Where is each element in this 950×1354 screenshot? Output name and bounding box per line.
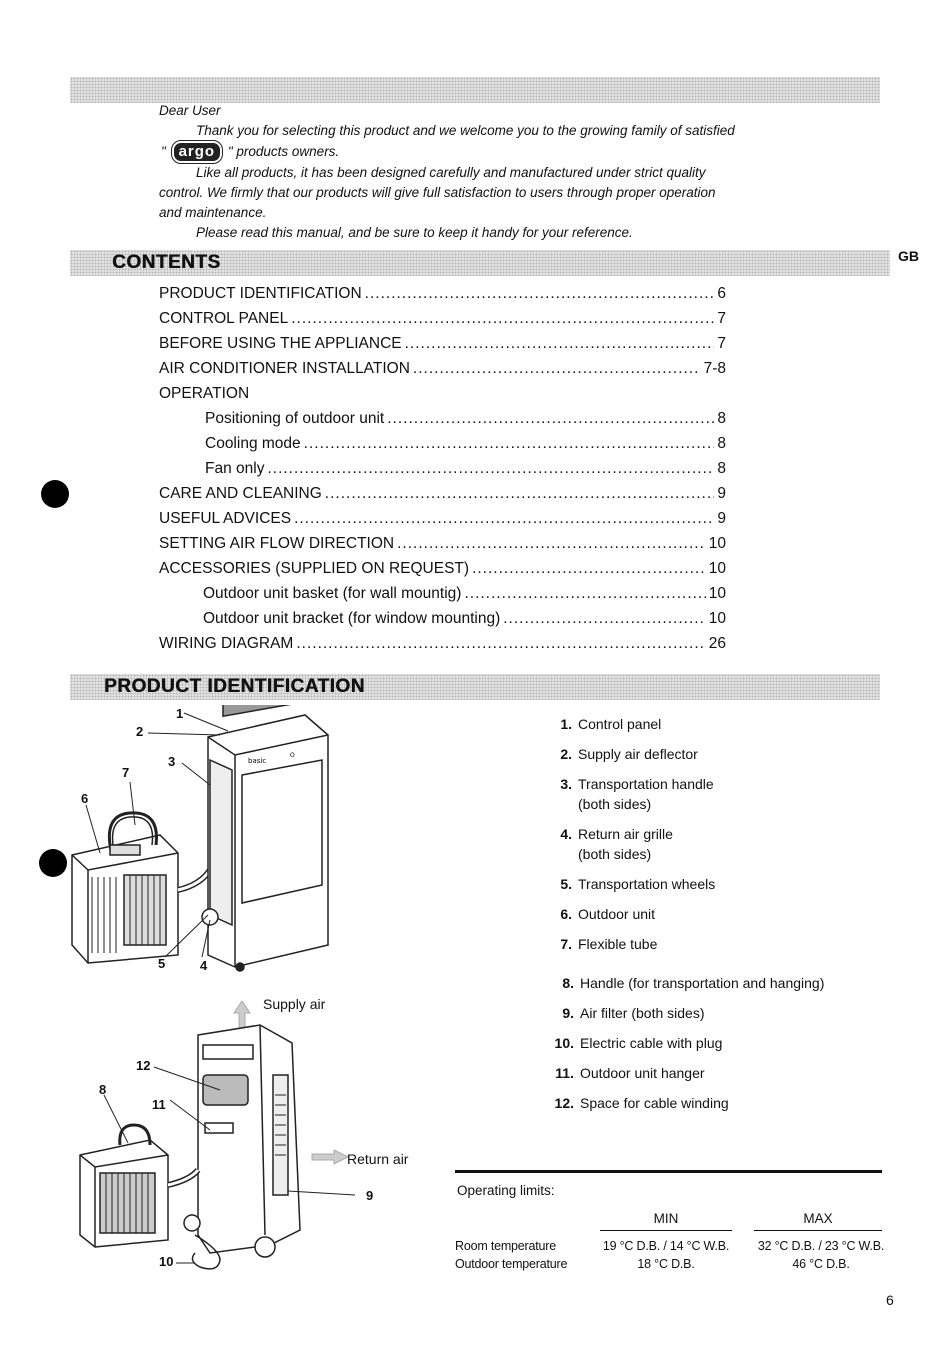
panel-text-basic: basic	[248, 757, 267, 765]
toc-label: Fan only	[205, 460, 265, 477]
callout-9: 9	[366, 1188, 374, 1203]
toc-leader-dots	[294, 506, 714, 531]
toc-leader-dots	[464, 581, 705, 606]
toc-leader-dots	[413, 356, 701, 381]
legend-item	[540, 1003, 824, 1023]
toc-leader-dots	[472, 556, 706, 581]
toc-label: SETTING AIR FLOW DIRECTION	[159, 535, 395, 552]
toc-page-number: 6	[717, 285, 726, 302]
toc-entry	[159, 331, 726, 356]
toc-label: Outdoor unit bracket (for window mounting)	[203, 610, 501, 627]
return-air-arrow	[312, 1150, 348, 1164]
callout-6: 6	[81, 791, 89, 806]
legend-item	[550, 774, 715, 814]
toc-label: Cooling mode	[205, 435, 301, 452]
brand-prefix: "	[161, 144, 166, 159]
toc-label: PRODUCT IDENTIFICATION	[159, 285, 362, 302]
legend-item	[540, 1033, 824, 1053]
legend-number: 4.	[560, 826, 572, 842]
legend-number: 12.	[554, 1095, 574, 1111]
callout-4: 4	[200, 958, 208, 973]
brand-line	[159, 141, 739, 163]
callout-1: 1	[176, 706, 184, 721]
toc-entry	[159, 531, 726, 556]
callout-12: 12	[136, 1058, 151, 1073]
punch-hole-top	[41, 480, 69, 508]
toc-label: Positioning of outdoor unit	[205, 410, 385, 427]
legend-parts-8-12	[540, 973, 824, 1123]
toc-entry	[159, 381, 726, 406]
side-tab-gb: GB	[898, 248, 919, 264]
thanks-line: Thank you for selecting this product and we welcome you to the growing family of satisfied	[196, 123, 735, 138]
legend-item	[540, 973, 824, 993]
toc-label: BEFORE USING THE APPLIANCE	[159, 335, 402, 352]
limits-rule	[455, 1170, 882, 1173]
legend-text: Supply air deflector	[578, 746, 698, 762]
callout-2: 2	[136, 724, 144, 739]
min-header: MIN	[600, 1211, 732, 1231]
contents-list	[159, 281, 726, 656]
callout-3: 3	[168, 754, 176, 769]
legend-number: 7.	[560, 936, 572, 952]
toc-page-number: 10	[708, 610, 726, 627]
toc-entry	[159, 406, 726, 431]
toc-leader-dots	[387, 406, 714, 431]
toc-label: CARE AND CLEANING	[159, 485, 322, 502]
toc-entry	[159, 456, 726, 481]
outdoor-unit-drawing	[72, 813, 178, 963]
toc-label: USEFUL ADVICES	[159, 510, 292, 527]
legend-text: Return air grille (both sides)	[578, 826, 673, 862]
toc-leader-dots	[296, 631, 705, 656]
min-column	[600, 1211, 732, 1231]
toc-page-number: 7	[717, 310, 726, 327]
max-header: MAX	[754, 1211, 882, 1231]
toc-entry	[159, 306, 726, 331]
legend-text: Space for cable winding	[580, 1095, 729, 1111]
legend-number: 6.	[560, 906, 572, 922]
callout-8: 8	[99, 1082, 107, 1097]
toc-leader-dots	[267, 456, 714, 481]
toc-label: AIR CONDITIONER INSTALLATION	[159, 360, 410, 377]
row-min: 18 °C D.B.	[637, 1257, 695, 1271]
legend-item	[550, 904, 715, 924]
return-air-label: Return air	[347, 1151, 409, 1167]
product-id-title: PRODUCT IDENTIFICATION	[104, 676, 365, 697]
toc-label: ACCESSORIES (SUPPLIED ON REQUEST)	[159, 560, 470, 577]
toc-page-number: 10	[708, 535, 726, 552]
toc-entry	[159, 606, 726, 631]
row-max: 46 °C D.B.	[792, 1257, 850, 1271]
max-column	[754, 1211, 882, 1231]
callout-10: 10	[159, 1254, 174, 1269]
toc-leader-dots	[325, 481, 715, 506]
intro-para2	[159, 163, 739, 223]
toc-page-number: 8	[717, 460, 726, 477]
greeting: Dear User	[159, 103, 221, 118]
row-max: 32 °C D.B. / 23 °C W.B.	[757, 1239, 885, 1253]
limits-heading: Operating limits:	[457, 1183, 555, 1198]
toc-label: CONTROL PANEL	[159, 310, 289, 327]
legend-item	[540, 1063, 824, 1083]
toc-leader-dots	[291, 306, 714, 331]
front-view-illustration	[60, 705, 360, 975]
toc-entry	[159, 481, 726, 506]
row-min: 19 °C D.B. / 14 °C W.B.	[602, 1239, 730, 1253]
toc-label: OPERATION	[159, 385, 250, 402]
page-number: 6	[886, 1292, 894, 1308]
toc-entry	[159, 356, 726, 381]
legend-item	[550, 744, 715, 764]
toc-entry	[159, 556, 726, 581]
toc-page-number: 8	[717, 435, 726, 452]
toc-entry	[159, 581, 726, 606]
legend-number: 1.	[560, 716, 572, 732]
toc-entry	[159, 281, 726, 306]
argo-logo: argo	[172, 141, 223, 163]
brand-suffix: " products owners.	[227, 144, 340, 159]
toc-page-number: 7-8	[703, 360, 726, 377]
callout-7: 7	[122, 765, 130, 780]
back-view-illustration	[70, 995, 370, 1280]
legend-number: 2.	[560, 746, 572, 762]
legend-text: Outdoor unit	[578, 906, 656, 922]
toc-leader-dots	[304, 431, 715, 456]
legend-number: 8.	[562, 975, 574, 991]
legend-item	[550, 824, 715, 864]
toc-leader-dots	[405, 331, 715, 356]
toc-entry	[159, 631, 726, 656]
toc-leader-dots	[365, 281, 715, 306]
toc-page-number: 9	[717, 485, 726, 502]
legend-number: 3.	[560, 776, 572, 792]
legend-text: Outdoor unit hanger	[580, 1065, 705, 1081]
toc-leader-dots	[397, 531, 706, 556]
legend-text: Transportation wheels	[578, 876, 716, 892]
callout-5: 5	[158, 956, 166, 971]
legend-text: Transportation handle (both sides)	[578, 776, 714, 812]
row-label: Room temperature	[455, 1239, 557, 1253]
legend-item	[550, 934, 715, 954]
legend-text: Handle (for transportation and hanging)	[580, 975, 825, 991]
legend-item	[550, 874, 715, 894]
legend-text: Flexible tube	[578, 936, 658, 952]
panel-text-o: O	[290, 752, 295, 759]
intro-para2-text: Like all products, it has been designed carefully and manufactured under strict quality control. We firmly that our products will give full satisfaction to users through proper operation and maintenance.	[159, 165, 716, 220]
legend-number: 5.	[560, 876, 572, 892]
toc-page-number: 10	[708, 560, 726, 577]
contents-title: CONTENTS	[112, 252, 221, 273]
top-band	[70, 77, 880, 103]
toc-page-number: 8	[717, 410, 726, 427]
toc-page-number: 9	[717, 510, 726, 527]
intro-para3: Please read this manual, and be sure to keep it handy for your reference.	[196, 225, 633, 240]
legend-text: Electric cable with plug	[580, 1035, 723, 1051]
indoor-unit-back-drawing	[184, 1025, 300, 1257]
legend-number: 9.	[562, 1005, 574, 1021]
legend-item	[540, 1093, 824, 1113]
toc-page-number: 7	[717, 335, 726, 352]
toc-label: WIRING DIAGRAM	[159, 635, 294, 652]
legend-text: Control panel	[578, 716, 662, 732]
callout-11: 11	[152, 1097, 166, 1112]
supply-air-label: Supply air	[263, 996, 326, 1012]
toc-entry	[159, 431, 726, 456]
legend-number: 11.	[555, 1065, 574, 1081]
legend-number: 10.	[554, 1035, 574, 1051]
toc-page-number: 10	[708, 585, 726, 602]
legend-item	[550, 714, 715, 734]
legend-parts-1-7	[550, 714, 715, 964]
toc-entry	[159, 506, 726, 531]
row-label: Outdoor temperature	[455, 1257, 568, 1271]
toc-page-number: 26	[708, 635, 726, 652]
legend-text: Air filter (both sides)	[580, 1005, 705, 1021]
indoor-unit-drawing	[202, 705, 328, 971]
toc-leader-dots	[503, 606, 706, 631]
toc-label: Outdoor unit basket (for wall mountig)	[203, 585, 462, 602]
outdoor-unit-back-drawing	[80, 1125, 168, 1247]
intro-text	[159, 101, 739, 243]
